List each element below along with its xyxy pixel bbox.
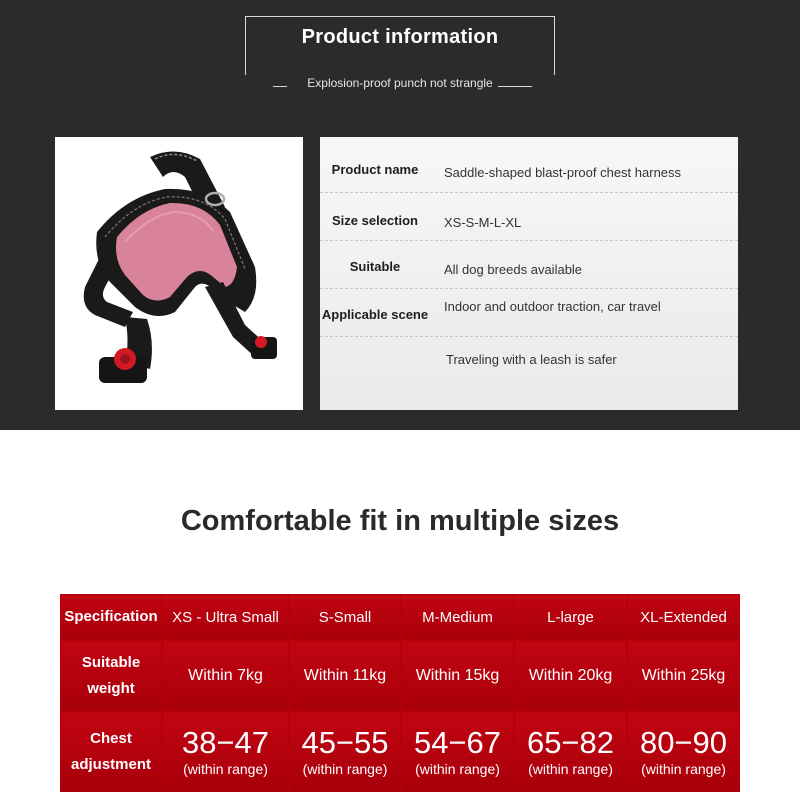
- info-value: Traveling with a leash is safer: [446, 352, 617, 367]
- row-header-label: Suitable: [81, 653, 141, 671]
- size-spec-label: XL-Extended: [640, 608, 727, 626]
- product-photo: [55, 137, 303, 410]
- row-header-chest-adjustment: [61, 712, 161, 791]
- size-spec-label: L-large: [547, 608, 594, 626]
- info-value: XS-S-M-L-XL: [444, 215, 522, 230]
- size-spec-label: M-Medium: [422, 608, 493, 626]
- row-header-label: adjustment: [70, 755, 151, 773]
- info-label: Applicable scene: [321, 307, 429, 322]
- size-table: [60, 594, 740, 792]
- range-note: (within range): [528, 760, 613, 777]
- info-row-suitable: [320, 241, 738, 289]
- info-value: All dog breeds available: [444, 262, 583, 277]
- chest-range-value: 65−82: [526, 724, 615, 760]
- size-weight-value: Within 11kg: [303, 666, 387, 684]
- row-header-suitable-weight: [61, 641, 161, 710]
- pink-dog-harness-image: [55, 137, 303, 410]
- product-info-card: [320, 137, 738, 410]
- range-note: (within range): [183, 760, 268, 777]
- size-chest-cell: [628, 712, 739, 791]
- info-row-product-name: [320, 145, 738, 193]
- size-weight-cell: [402, 641, 513, 710]
- row-header-specification: [61, 595, 161, 639]
- size-weight-value: Within 15kg: [415, 666, 500, 684]
- size-spec-cell: [402, 595, 513, 639]
- chest-range-value: 54−67: [413, 724, 502, 760]
- size-weight-value: Within 20kg: [528, 666, 613, 684]
- size-chest-cell: [163, 712, 288, 791]
- size-spec-cell: [628, 595, 739, 639]
- info-row-applicable-scene: [320, 289, 738, 337]
- info-label: Size selection: [332, 213, 418, 228]
- section-title-product-information: Product information: [301, 26, 499, 48]
- size-chest-cell: [290, 712, 400, 791]
- row-header-label: Chest: [90, 729, 132, 747]
- info-row-size-selection: [320, 193, 738, 241]
- range-note: (within range): [415, 760, 500, 777]
- chest-range-value: 80−90: [639, 724, 728, 760]
- info-label: Product name: [331, 162, 419, 177]
- range-note: (within range): [302, 760, 388, 777]
- row-header-label: Specification: [64, 608, 158, 625]
- size-chest-cell: [515, 712, 626, 791]
- row-header-label: weight: [87, 679, 135, 697]
- sizes-section-title: Comfortable fit in multiple sizes: [180, 505, 620, 537]
- size-weight-value: Within 25kg: [641, 666, 726, 684]
- size-weight-value: Within 7kg: [188, 666, 263, 684]
- size-spec-cell: [163, 595, 288, 639]
- chest-range-value: 45−55: [301, 724, 389, 760]
- size-weight-cell: [628, 641, 739, 710]
- chest-range-value: 38−47: [181, 724, 270, 760]
- range-note: (within range): [641, 760, 726, 777]
- info-value: Indoor and outdoor traction, car travel: [444, 299, 661, 314]
- size-spec-cell: [515, 595, 626, 639]
- size-spec-label: XS - Ultra Small: [172, 608, 279, 626]
- size-spec-cell: [290, 595, 400, 639]
- info-value: Saddle-shaped blast-proof chest harness: [444, 165, 682, 180]
- size-weight-cell: [515, 641, 626, 710]
- section-subtitle: Explosion-proof punch not strangle: [307, 76, 493, 90]
- info-label: Suitable: [349, 259, 401, 274]
- size-spec-label: S-Small: [318, 608, 372, 626]
- size-weight-cell: [163, 641, 288, 710]
- info-row-leash: [320, 337, 738, 385]
- size-weight-cell: [290, 641, 400, 710]
- size-chest-cell: [402, 712, 513, 791]
